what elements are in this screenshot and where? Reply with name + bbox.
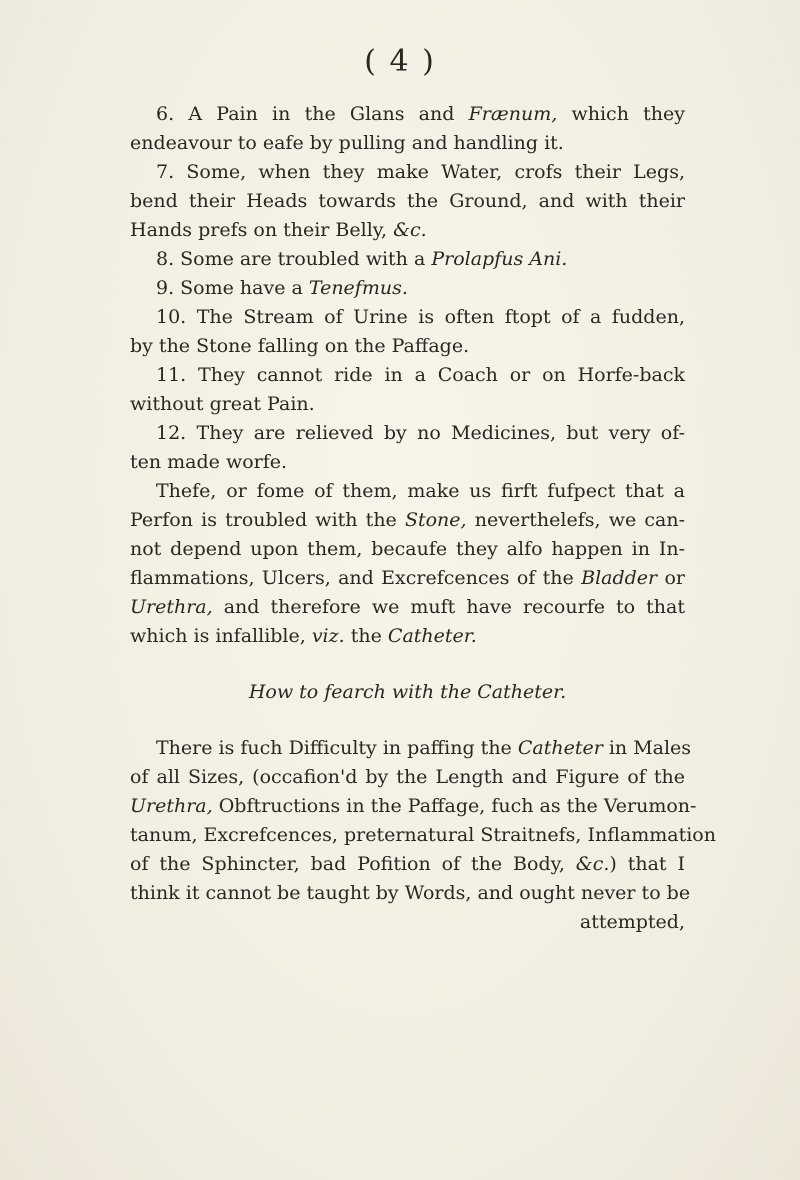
text-span: which they — [557, 103, 685, 125]
text-span: Obftructions in the Paffage, fuch as the Verumon- — [212, 795, 697, 817]
text-span: not depend upon them, becaufe they alfo happen in In- — [130, 538, 685, 560]
text-line-p10-l2 — [130, 332, 685, 361]
text-line-p11-l1 — [130, 361, 685, 390]
text-line-p13-l1 — [130, 477, 685, 506]
text-span: 12. They are relieved by no Medicines, but very of- — [156, 422, 685, 444]
text-line-p10-l1 — [130, 303, 685, 332]
text-span: in Males — [602, 737, 692, 759]
text-line-p13-l2 — [130, 506, 685, 535]
italic-text: Catheter. — [387, 625, 477, 647]
text-line-p13-l3 — [130, 535, 685, 564]
text-span: 6. A Pain in the Glans and — [156, 103, 469, 125]
italic-text: viz. — [311, 625, 345, 647]
text-span: 9. Some have a — [156, 277, 309, 299]
text-span: endeavour to eafe by pulling and handling it. — [130, 132, 564, 154]
italic-text: Urethra, — [130, 795, 213, 817]
text-span: bend their Heads towards the Ground, and with their — [130, 190, 685, 212]
text-span: 11. They cannot ride in a Coach or on Horfe-back — [156, 364, 685, 386]
text-line-p7-l1 — [130, 158, 685, 187]
text-span: ) that I — [609, 853, 685, 875]
text-line-p14-l2 — [130, 763, 685, 792]
text-span: Hands prefs on their Belly, — [130, 219, 394, 241]
text-span: attempted, — [579, 911, 685, 933]
text-span: Thefe, or fome of them, make us firft fufpect that a — [156, 480, 685, 502]
text-span: 7. Some, when they make Water, crofs their Legs, — [156, 161, 685, 183]
text-span: of the Sphincter, bad Pofition of the Body, — [130, 853, 576, 875]
text-line-p13-l4 — [130, 564, 685, 593]
text-line-p14-l7 — [130, 908, 685, 937]
text-span: which is infallible, — [130, 625, 312, 647]
text-span: by the Stone falling on the Paffage. — [130, 335, 470, 357]
text-span: Catheter. — [471, 681, 567, 703]
text-line-p14-l1 — [130, 734, 692, 763]
text-line-p6-l2 — [130, 129, 685, 158]
page-number: ( 4 ) — [364, 44, 436, 79]
text-span: or — [657, 567, 686, 589]
italic-text: &c. — [575, 853, 610, 875]
text-line-p7-l2 — [130, 187, 685, 216]
italic-text: Urethra, — [130, 596, 213, 618]
text-span: neverthelefs, we can- — [466, 509, 686, 531]
text-span: flammations, Ulcers, and Excrefcences of the — [130, 567, 582, 589]
text-span: think it cannot be taught by Words, and ought never to be — [130, 882, 691, 904]
italic-text: Catheter — [517, 737, 603, 759]
section-heading — [130, 678, 685, 707]
text-line-p9-l1 — [130, 274, 685, 303]
text-block-catheter — [130, 734, 716, 937]
text-line-p14-l3 — [130, 792, 697, 821]
text-span: the — [344, 625, 388, 647]
text-line-p8-l1 — [130, 245, 685, 274]
text-line-p11-l2 — [130, 390, 685, 419]
text-line-p12-l2 — [130, 448, 685, 477]
text-line-p6-l1 — [130, 100, 685, 129]
text-block-symptoms — [130, 100, 685, 651]
text-line-p14-l5 — [130, 850, 685, 879]
text-span: without great Pain. — [130, 393, 315, 415]
text-span: There is fuch Difficulty in paffing the — [156, 737, 518, 759]
text-line-p13-l6 — [130, 622, 685, 651]
italic-text: Frænum, — [468, 103, 558, 125]
text-span: 8. Some are troubled with a — [156, 248, 432, 270]
text-line-p7-l3 — [130, 216, 685, 245]
text-line-p13-l5 — [130, 593, 685, 622]
text-line-p14-l4 — [130, 821, 716, 850]
text-span: Perfon is troubled with the — [130, 509, 405, 531]
body-text — [130, 100, 716, 937]
text-line-p14-l6 — [130, 879, 691, 908]
text-line-p12-l1 — [130, 419, 685, 448]
italic-text: Stone, — [404, 509, 467, 531]
italic-text: Tenefmus. — [308, 277, 408, 299]
text-span: tanum, Excrefcences, preternatural Straitnefs, Inflammation — [130, 824, 716, 846]
italic-text: How to fearch with the — [248, 681, 472, 703]
italic-text: &c. — [393, 219, 427, 241]
text-span: ten made worfe. — [130, 451, 288, 473]
italic-text: Prolapfus Ani. — [431, 248, 568, 270]
italic-text: Bladder — [581, 567, 658, 589]
text-span: and therefore we muft have recourfe to that — [212, 596, 685, 618]
text-span: of all Sizes, (occafion'd by the Length and Figure of the — [130, 766, 685, 788]
text-span: 10. The Stream of Urine is often ftopt of a fudden, — [156, 306, 685, 328]
